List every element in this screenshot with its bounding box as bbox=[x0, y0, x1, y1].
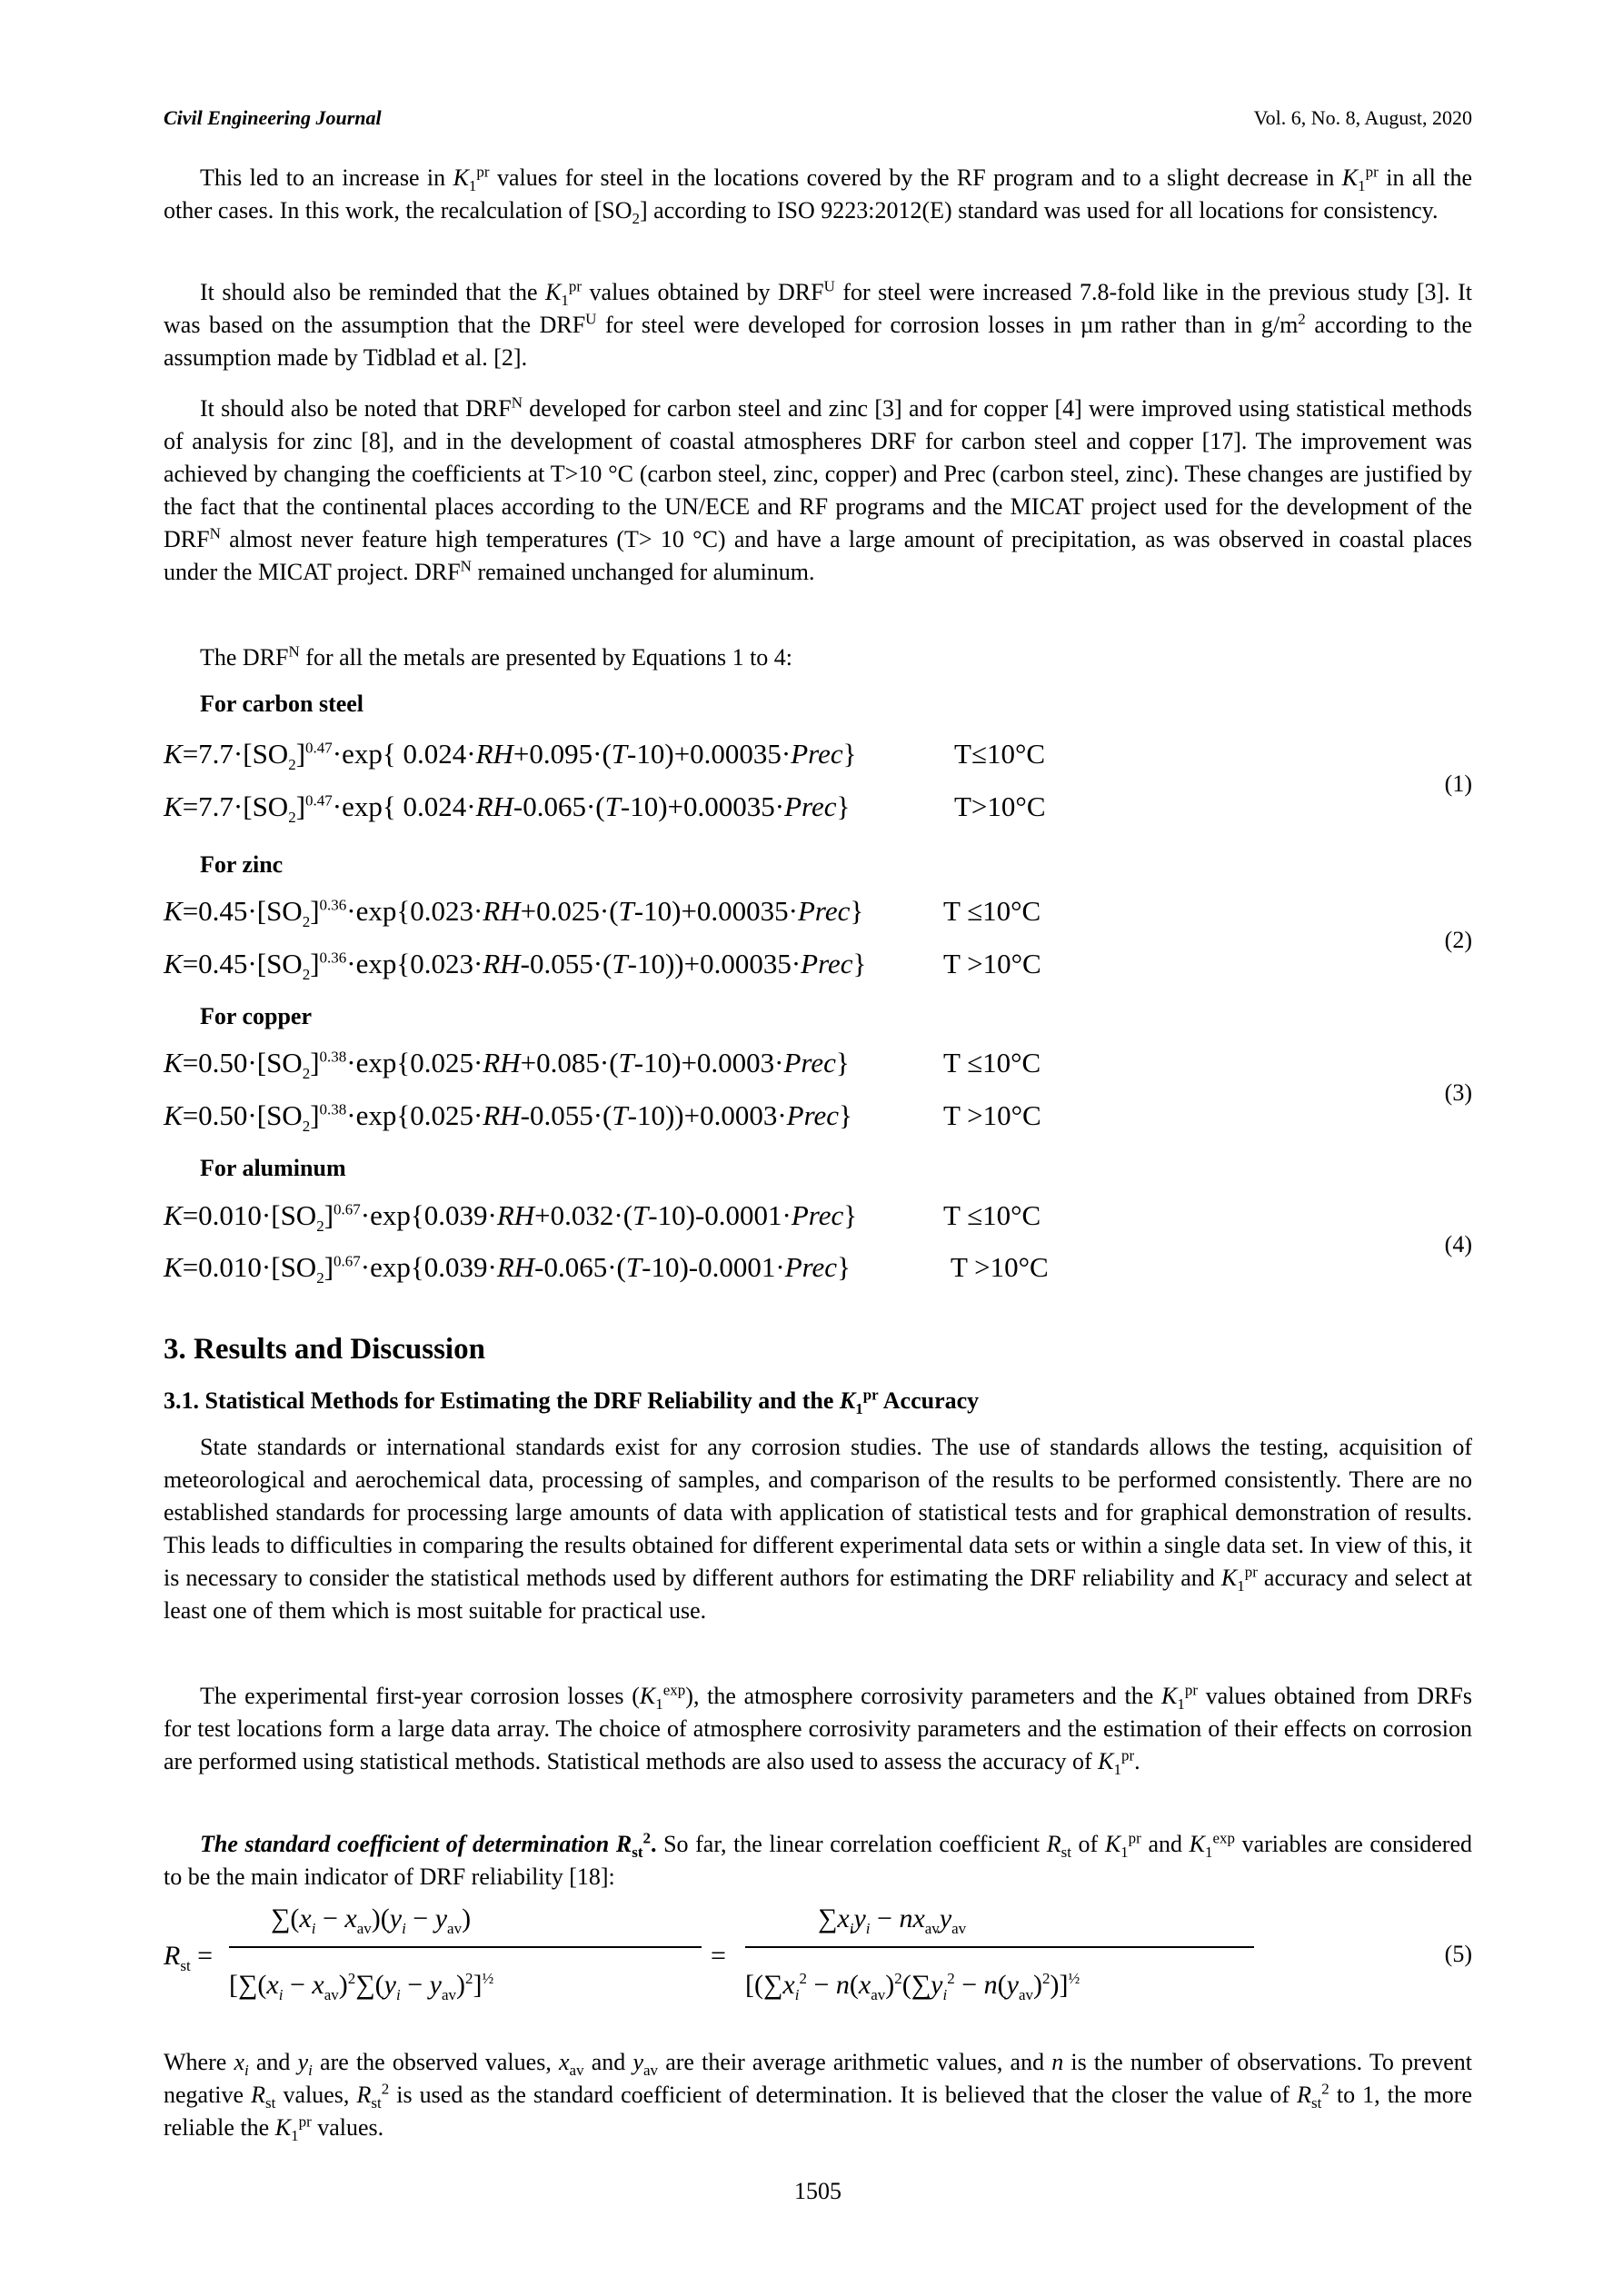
volume-info: Vol. 6, No. 8, August, 2020 bbox=[1253, 106, 1472, 129]
condition-3b: T >10°C bbox=[943, 1099, 1041, 1131]
equation-3b: $K=0.50\cdot[SO_2]^{0.38}\cdot\exp\{0.025\cdot RH-0.055\cdot(T-10))+0.0003\cdot Prec$} T >10°C bbox=[164, 1099, 1041, 1136]
paragraph-6: The experimental first-year corrosion losses $(K_1^{exp})$, the atmosphere corrosivity parameters and the $K_1^{pr}$ values obtained from DRFs for test locations form a large data array. The choice of atmosphere corrosivity parameters and the estimation of their effects on corrosion are performed using statistical methods. Statistical methods are also used to assess the accuracy of $K_1^{pr}$. bbox=[164, 1681, 1472, 1779]
paragraph-3: It should also be noted that $DRF^N$ developed for carbon steel and zinc [3] and for copper [4] were improved using statistical methods of analysis for zinc [8], and in the development of coastal atmospheres DRF for carbon steel and copper [17]. The improvement was achieved by changing the coefficients at T>10 °C (carbon steel, zinc, copper) and Prec (carbon steel, zinc). These changes are justified by the fact that the continental places according to the UN/ECE and RF programs and the MICAT project used for the development of the $DRF^N$ almost never feature high temperatures (T> 10 °C) and have a large amount of precipitation, as was observed in coastal places under the MICAT project. $DRF^N$ remained unchanged for aluminum. bbox=[164, 393, 1472, 585]
condition-2b: T >10°C bbox=[943, 948, 1041, 979]
equation-2a: $K=0.45\cdot[SO_2]^{0.36}\cdot\exp\{0.023\cdot RH+0.025\cdot(T-10)+0.00035\cdot Prec\}$ T ≤10°C bbox=[164, 895, 1041, 931]
running-header bbox=[164, 106, 1472, 134]
equation-number-4: (4) bbox=[1444, 1231, 1472, 1257]
subhead-copper: For copper bbox=[200, 1003, 312, 1029]
paragraph-4: The $DRF^N$ for all the metals are presented by Equations 1 to 4: bbox=[200, 642, 793, 671]
condition-3a: T ≤10°C bbox=[943, 1047, 1041, 1078]
paragraph-5: State standards or international standards exist for any corrosion studies. The use of standards allows the testing, acquisition of meteorological and aerochemical data, processing of samples, and comparison of the results to be performed consistently. There are no established standards for processing large amounts of data with application of statistical tests and for graphical demonstration of results. This leads to difficulties in comparing the results obtained for different experimental data sets or within a single data set. In view of this, it is necessary to consider the statistical methods used by different authors for estimating the DRF reliability and $K_1^{pr}$ accuracy and select at least one of them which is most suitable for practical use. bbox=[164, 1434, 1472, 1624]
subsection-heading: 3.1. Statistical Methods for Estimating the DRF Reliability and the $K_1^{pr}$ Accuracy bbox=[164, 1386, 980, 1418]
condition-2a: T ≤10°C bbox=[943, 895, 1041, 927]
equation-number-2: (2) bbox=[1444, 927, 1472, 953]
equation-number-3: (3) bbox=[1444, 1079, 1472, 1106]
paragraph-8: Where $x_i$ and $y_i$ are the observed values, $x_{av}$ and $y_{av}$ are their average arithmetic values, and n is the number of observations. To prevent negative $R_{st}$ values, $R_{st}^2$ is used as the standard coefficient of determination. It is believed that the closer the value of $R_{st}^2$ to 1, the more reliable the $K_1^{pr}$ values. bbox=[164, 2049, 1473, 2145]
equation-4b: $K=0.010\cdot[SO_2]^{0.67}\cdot\exp\{0.039\cdot RH-0.065\cdot(T-10)-0.0001\cdot Prec\}$ T >10°C bbox=[164, 1251, 1049, 1287]
paragraph-2: It should also be reminded that the $K_1^{pr}$ values obtained by $DRF^U$ for steel were increased 7.8-fold like in the previous study [3]. It was based on the assumption that the $DRF^U$ for steel were developed for corrosion losses in µm rather than in $g/m^2$ according to the assumption made by Tidblad et al. [2]. bbox=[164, 277, 1473, 371]
equation-3a: $K=0.50\cdot[SO_2]^{0.38}\cdot\exp\{0.025\cdot RH+0.085\cdot(T-10)+0.0003\cdot Prec\}$ T ≤10°C bbox=[164, 1047, 1041, 1083]
equation-1b: $K=7.7\cdot[SO_2]^{0.47}\cdot\exp${ 0.024·RH-0.065·(T-10)+0.00035·Prec} T>10°C bbox=[164, 790, 1046, 827]
journal-name: Civil Engineering Journal bbox=[164, 106, 382, 129]
equation-4a: $K=0.010\cdot[SO_2]^{0.67}\cdot\exp\{0.039\cdot RH+0.032\cdot(T-10)-0.0001\cdot Prec\}$ T ≤10°C bbox=[164, 1199, 1041, 1236]
subhead-carbon-steel: For carbon steel bbox=[200, 691, 364, 717]
equation-number-1: (1) bbox=[1444, 770, 1472, 797]
paragraph-7: The standard coefficient of determination $R_{st}^2$. So far, the linear correlation coefficient $R_{st}$ of $K_1^{pr}$ and $K_1^{exp}$ variables are considered to be the main indicator of DRF reliability [18]: bbox=[164, 1829, 1472, 1890]
condition-1a: T≤10°C bbox=[954, 738, 1046, 770]
equation-1a: $K=7.7\cdot[SO_2]^{0.47}\cdot\exp${ 0.024·RH+0.095·(T-10)+0.00035·Prec} T≤10°C bbox=[164, 738, 1046, 774]
equation-2b: $K=0.45\cdot[SO_2]^{0.36}\cdot\exp\{0.023\cdot RH-0.055\cdot(T-10))+0.00035\cdot Prec$} T >10°C bbox=[164, 948, 1041, 984]
document-page: Civil Engineering Journal Vol. 6, No. 8, August, 2020 This led to an increase in $K_1^{pr}$ values for steel in the locations covered by the RF program and to a slight decrease in $K_1^{pr}$ in all the other cases. In this work, the recalculation of $[SO_2]$ according to ISO 9223:2012(E) standard was used for all locations for consistency. It should also be reminded that the $K_1^{pr}$ values obtained by $DRF^U$ for steel were increased 7.8-fold like in the previous study [3]. It was based on the assumption that the $DRF^U$ for steel were developed for corrosion losses in µm rather than in $g/m^2$ according to the assumption made by Tidblad et al. [2]. It should also be noted that $DRF^N$ developed for carbon steel and zinc [3] and for copper [4] were improved using statistical methods of analysis for zinc [8], and in the development of coastal atmospheres DRF for carbon steel and copper [17]. The improvement was achieved by changing the coefficients at T>10 °C (carbon steel, zinc, copper) and Prec (carbon steel, zinc). These changes are justified by the fact that the continental places according to the UN/ECE and RF programs and the MICAT project used for the development of the $DRF^N$ almost never feature high temperatures (T> 10 °C) and have a large amount of precipitation, as was observed in coastal places under the MICAT project. $DRF^N$ remained unchanged for aluminum. The $DRF^N$ for all the metals are presented by Equations 1 to 4: For carbon steel $K=7.7\cdot[SO_2]^{0.47}\cdot\exp${ 0.024·RH+0.095·(T-10)+0.00035·Prec} T≤10°C $K=7.7\cdot[SO_2]^{0.47}\cdot\exp${ 0.024·RH-0.065·(T-10)+0.00035·Prec} T>10°C (1) For zinc $K=0.45\cdot[SO_2]^{0.36}\cdot\exp\{0.023\cdot RH+0.025\cdot(T-10)+0.00035\cdot Prec\}$ T ≤10°C $K=0.45\cdot[SO_2]^{0.36}\cdot\exp\{0.023\cdot RH-0.055\cdot(T-10))+0.00035\cdot Prec$} T >10°C (2) For copper $K=0.50\cdot[SO_2]^{0.38}\cdot\exp\{0.025\cdot RH+0.085\cdot(T-10)+0.0003\cdot Prec\}$ T ≤10°C $K=0.50\cdot[SO_2]^{0.38}\cdot\exp\{0.025\cdot RH-0.055\cdot(T-10))+0.0003\cdot Prec$} T >10°C (3) For aluminum $K=0.010\cdot[SO_2]^{0.67}\cdot\exp\{0.039\cdot RH+0.032\cdot(T-10)-0.0001\cdot Prec\}$ T ≤10°C $K=0.010\cdot[SO_2]^{0.67}\cdot\exp\{0.039\cdot RH-0.065\cdot(T-10)-0.0001\cdot Prec\}$ T >10°C (4) 3. Results and Discussion 3.1. Statistical Methods for Estimating the DRF Reliability and the $K_1^{pr}$ Accuracy State standards or international standards exist for any corrosion studies. The use of standards allows the testing, acquisition of meteorological and aerochemical data, processing of samples, and comparison of the results to be performed consistently. There are no established standards for processing large amounts of data with application of statistical tests and for graphical demonstration of results. This leads to difficulties in comparing the results obtained for different experimental data sets or within a single data set. In view of this, it is necessary to consider the statistical methods used by different authors for estimating the DRF reliability and $K_1^{pr}$ accuracy and select at least one of them which is most suitable for practical use. The experimental first-year corrosion losses $(K_1^{exp})$, the atmosphere corrosivity parameters and the $K_1^{pr}$ values obtained from DRFs for test locations form a large data array. The choice of atmosphere corrosivity parameters and the estimation of their effects on corrosion are performed using statistical methods. Statistical methods are also used to assess the accuracy of $K_1^{pr}$. The standard coefficient of determination $R_{st}^2$. So far, the linear correlation coefficient $R_{st}$ of $K_1^{pr}$ and $K_1^{exp}$ variables are considered to be the main indicator of DRF reliability [18]: $R_{st}$ = $\sum(x_i - x_{av})(y_i - y_{av})$ $[\sum(x_i - x_{av})^2\sum(y_i - y_{av})^2]^{\frac{1}{2}}$ = $\sum x_iy_i - nx_{av}y_{av}$ [$(\sum x_i^2 - n(x_{av})^2(\sum y_i^2 - n(y_{av})^2)]^{\frac{1}{2}}$ (5) Where $x_i$ and $y_i$ are the observed values, $x_{av}$ and $y_{av}$ are their average arithmetic values, and n is the number of observations. To prevent negative $R_{st}$ values, $R_{st}^2$ is used as the standard coefficient of determination. It is believed that the closer the value of $R_{st}^2$ to 1, the more reliable the $K_1^{pr}$ values. 1505 bbox=[164, 106, 1473, 2204]
equation-number-5: (5) bbox=[1444, 1941, 1472, 1967]
subhead-zinc: For zinc bbox=[200, 851, 284, 878]
condition-4a: T ≤10°C bbox=[943, 1199, 1041, 1231]
page-number: 1505 bbox=[794, 2178, 841, 2204]
paragraph-1: This led to an increase in $K_1^{pr}$ values for steel in the locations covered by the RF program and to a slight decrease in $K_1^{pr}$ in all the other cases. In this work, the recalculation of $[SO_2]$ according to ISO 9223:2012(E) standard was used for all locations for consistency. bbox=[164, 163, 1472, 228]
condition-1b: T>10°C bbox=[954, 790, 1046, 822]
condition-4b: T >10°C bbox=[951, 1251, 1049, 1283]
section-heading: 3. Results and Discussion bbox=[164, 1333, 485, 1366]
subhead-aluminum: For aluminum bbox=[200, 1155, 346, 1181]
